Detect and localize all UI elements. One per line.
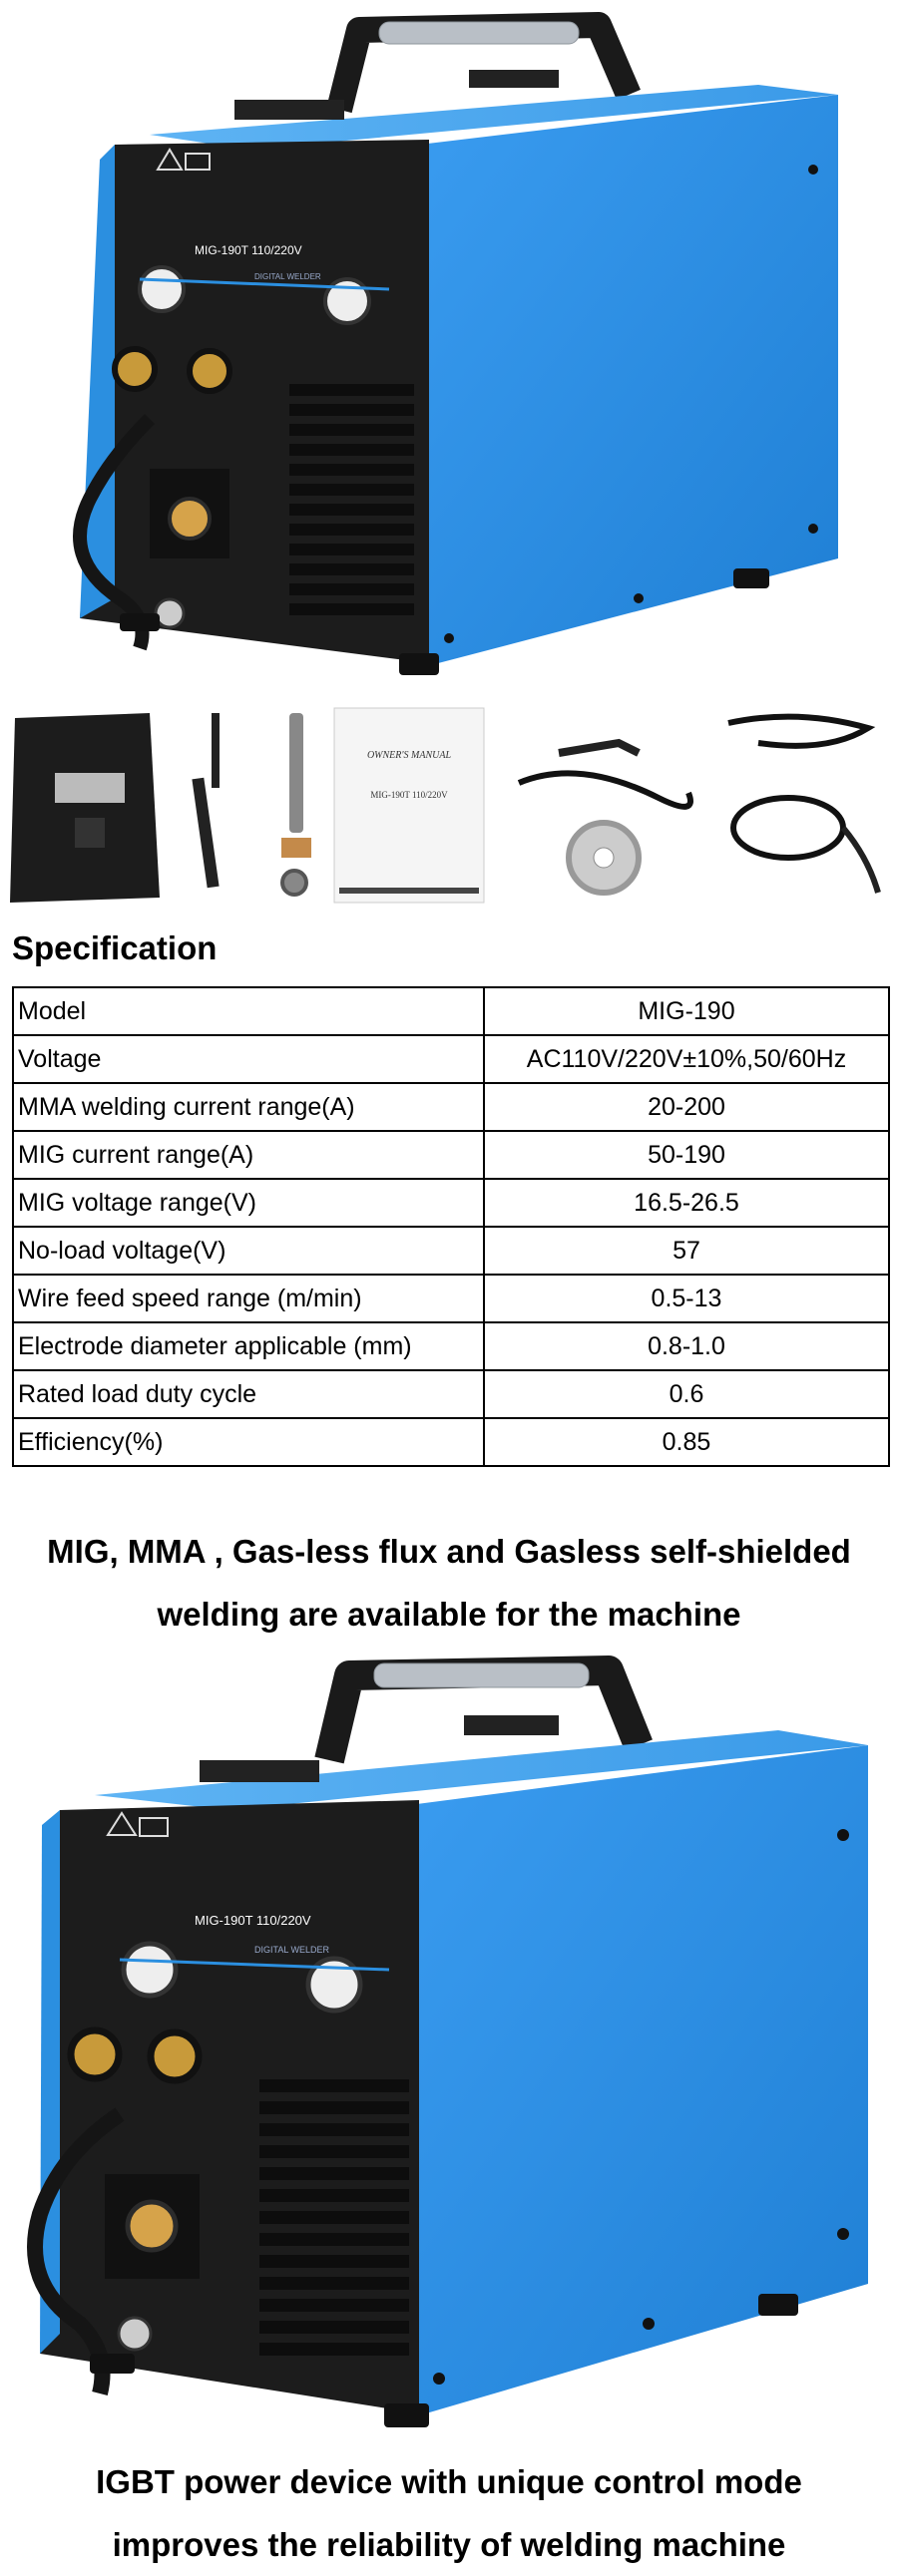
welder-photo-top bbox=[0, 0, 898, 688]
spec-table bbox=[12, 986, 890, 1467]
table-row bbox=[13, 1035, 889, 1083]
panel-label: MIG-190T 110/220V bbox=[195, 1913, 311, 1928]
spec-value: AC110V/220V±10%,50/60Hz bbox=[484, 1035, 889, 1083]
table-row bbox=[13, 1322, 889, 1370]
spec-title: Specification bbox=[12, 929, 218, 966]
spec-value: 16.5-26.5 bbox=[484, 1179, 889, 1227]
spec-label: Wire feed speed range (m/min) bbox=[13, 1275, 484, 1322]
spec-value: MIG-190 bbox=[484, 987, 889, 1035]
spec-value: 50-190 bbox=[484, 1131, 889, 1179]
spec-value: 0.85 bbox=[484, 1418, 889, 1466]
table-row bbox=[13, 1227, 889, 1275]
spec-label: Model bbox=[13, 987, 484, 1035]
panel-label: MIG-190T 110/220V bbox=[195, 243, 302, 257]
table-row bbox=[13, 1131, 889, 1179]
table-row bbox=[13, 1275, 889, 1322]
table-row bbox=[13, 1370, 889, 1418]
panel-sub: DIGITAL WELDER bbox=[254, 1945, 330, 1955]
manual-title: OWNER'S MANUAL bbox=[366, 750, 452, 761]
welder-photo-bottom bbox=[0, 1636, 898, 2433]
spec-label: Voltage bbox=[13, 1035, 484, 1083]
spec-label: MIG voltage range(V) bbox=[13, 1179, 484, 1227]
caption-line: IGBT power device with unique control mode bbox=[96, 2463, 802, 2500]
table-row bbox=[13, 1083, 889, 1131]
spec-value: 0.5-13 bbox=[484, 1275, 889, 1322]
table-row bbox=[13, 1179, 889, 1227]
spec-value: 57 bbox=[484, 1227, 889, 1275]
caption-line: welding are available for the machine bbox=[157, 1596, 741, 1633]
spec-label: MIG current range(A) bbox=[13, 1131, 484, 1179]
spec-label: Efficiency(%) bbox=[13, 1418, 484, 1466]
table-row bbox=[13, 1418, 889, 1466]
spec-value: 0.8-1.0 bbox=[484, 1322, 889, 1370]
spec-value: 0.6 bbox=[484, 1370, 889, 1418]
feature-caption-igbt bbox=[0, 2450, 898, 2576]
spec-label: Electrode diameter applicable (mm) bbox=[13, 1322, 484, 1370]
panel-sub: DIGITAL WELDER bbox=[254, 272, 321, 281]
caption-line: improves the reliability of welding machine bbox=[112, 2526, 786, 2563]
table-row bbox=[13, 987, 889, 1035]
feature-caption-modes bbox=[0, 1520, 898, 1646]
accessories-photo bbox=[0, 698, 898, 908]
manual-model: MIG-190T 110/220V bbox=[370, 790, 448, 800]
caption-line: MIG, MMA , Gas-less flux and Gasless self-shielded bbox=[47, 1533, 851, 1570]
spec-label: Rated load duty cycle bbox=[13, 1370, 484, 1418]
spec-value: 20-200 bbox=[484, 1083, 889, 1131]
spec-label: No-load voltage(V) bbox=[13, 1227, 484, 1275]
spec-label: MMA welding current range(A) bbox=[13, 1083, 484, 1131]
